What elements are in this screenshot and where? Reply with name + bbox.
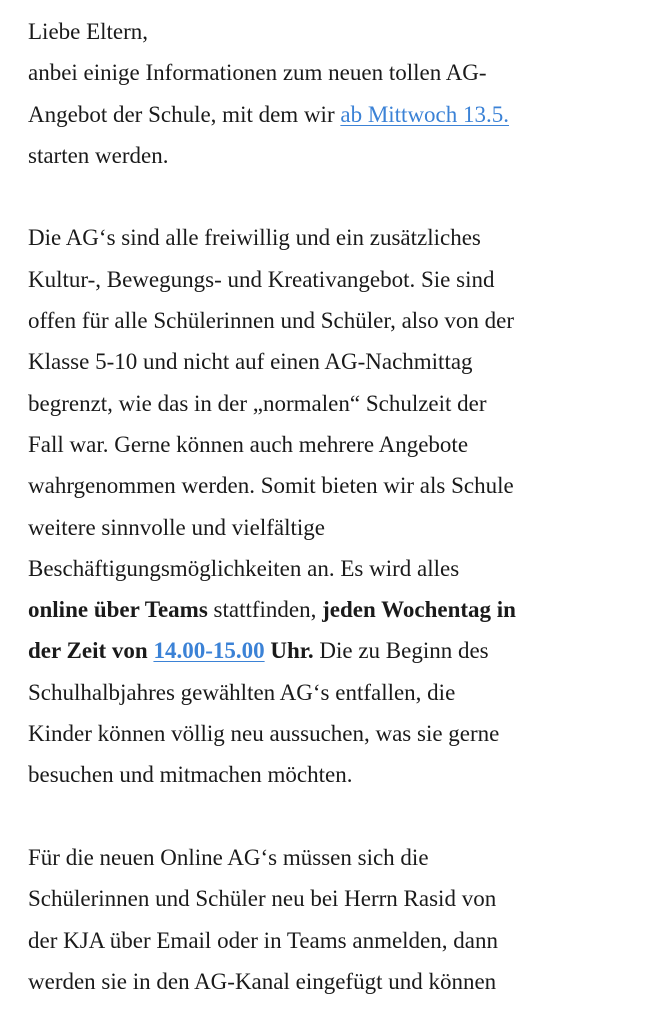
text-run: Die zu Beginn des [313, 638, 489, 664]
text-line [28, 630, 638, 671]
text-line: wahrgenommen werden. Somit bieten wir als Schule [28, 473, 514, 499]
bold-text: der Zeit von [28, 638, 154, 664]
text-run: stattfinden, [207, 597, 323, 623]
paragraph-details [28, 217, 638, 795]
text-line: weitere sinnvolle und vielfältige [28, 514, 325, 540]
bold-text: jeden Wochentag in [322, 597, 516, 623]
text-line: Schülerinnen und Schüler neu bei Herrn Rasid von [28, 886, 497, 912]
text-line: Kinder können völlig neu aussuchen, was sie gerne [28, 721, 500, 747]
text-line: Für die neuen Online AG‘s müssen sich die [28, 844, 429, 870]
text-line: werden sie in den AG-Kanal eingefügt und können [28, 968, 497, 994]
text-line: offen für alle Schülerinnen und Schüler, also von der [28, 308, 514, 334]
text-line: Kultur-, Bewegungs- und Kreativangebot. Sie sind [28, 266, 495, 292]
paragraph-gap [28, 176, 638, 217]
bold-text: Uhr. [264, 638, 314, 664]
text-line: Beschäftigungsmöglichkeiten an. Es wird alles [28, 555, 460, 581]
text-line: starten werden. [28, 142, 169, 168]
text-line: anbei einige Informationen zum neuen tollen AG- [28, 60, 487, 86]
text-line: Klasse 5-10 und nicht auf einen AG-Nachmittag [28, 349, 473, 375]
email-body [28, 11, 638, 1002]
time-link[interactable]: 14.00-15.00 [153, 638, 265, 664]
paragraph-gap [28, 796, 638, 837]
text-line: begrenzt, wie das in der „normalen“ Schulzeit der [28, 390, 487, 416]
paragraph-greeting [28, 11, 638, 176]
text-line: Schulhalbjahres gewählten AG‘s entfallen, die [28, 679, 456, 705]
date-link[interactable]: ab Mittwoch 13.5. [340, 101, 510, 127]
greeting-line: Liebe Eltern, [28, 19, 149, 44]
bold-text: online über Teams [28, 597, 208, 623]
paragraph-registration [28, 837, 638, 1002]
text-run: Angebot der Schule, mit dem wir [28, 101, 341, 127]
text-line [28, 589, 638, 630]
text-line: besuchen und mitmachen möchten. [28, 762, 353, 788]
text-line: Die AG‘s sind alle freiwillig und ein zusätzliches [28, 225, 481, 251]
text-line [28, 94, 638, 135]
text-line: der KJA über Email oder in Teams anmelden, dann [28, 927, 498, 953]
text-line: Fall war. Gerne können auch mehrere Angebote [28, 431, 469, 457]
